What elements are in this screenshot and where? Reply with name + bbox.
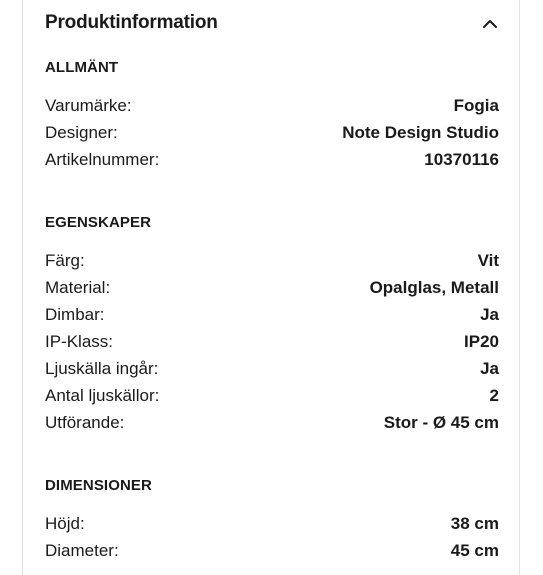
spec-label: Diameter: <box>45 540 119 560</box>
product-info-toggle[interactable] <box>45 8 499 38</box>
spec-value: Vit <box>477 250 499 270</box>
panel-title: Produktinformation <box>45 12 218 33</box>
spec-value: 38 cm <box>450 513 499 533</box>
spec-value: Note Design Studio <box>342 122 499 142</box>
spec-row-color <box>45 247 499 274</box>
spec-label: Höjd: <box>45 513 85 533</box>
spec-value: Stor - Ø 45 cm <box>383 412 499 432</box>
spec-label: Färg: <box>45 250 85 270</box>
spec-row-dimmable <box>45 301 499 328</box>
spec-row-designer <box>45 119 499 146</box>
spec-row-ip-class <box>45 328 499 355</box>
spec-row-height <box>45 510 499 537</box>
section-dimensions <box>45 476 499 564</box>
product-info-panel <box>22 0 520 575</box>
spec-label: Artikelnummer: <box>45 149 160 169</box>
spec-label: Designer: <box>45 122 118 142</box>
spec-label: Ljuskälla ingår: <box>45 358 159 378</box>
section-properties <box>45 213 499 436</box>
chevron-up-icon[interactable] <box>481 14 499 32</box>
section-title-properties: EGENSKAPER <box>45 214 152 231</box>
spec-row-article-number <box>45 146 499 173</box>
section-title-dimensions: DIMENSIONER <box>45 477 152 494</box>
spec-value: 10370116 <box>424 149 499 169</box>
spec-value: Fogia <box>453 95 499 115</box>
spec-row-brand <box>45 92 499 119</box>
spec-row-light-source-count <box>45 382 499 409</box>
spec-row-light-source-included <box>45 355 499 382</box>
spec-value: 2 <box>489 385 499 405</box>
spec-label: Utförande: <box>45 412 125 432</box>
spec-value: IP20 <box>464 331 499 351</box>
spec-value: Ja <box>480 304 499 324</box>
spec-row-material <box>45 274 499 301</box>
spec-label: Dimbar: <box>45 304 105 324</box>
spec-row-diameter <box>45 537 499 564</box>
spec-label: Varumärke: <box>45 95 132 115</box>
spec-label: IP-Klass: <box>45 331 114 351</box>
spec-label: Material: <box>45 277 111 297</box>
spec-value: Opalglas, Metall <box>369 277 499 297</box>
spec-label: Antal ljuskällor: <box>45 385 160 405</box>
section-general <box>45 58 499 173</box>
section-title-general: ALLMÄNT <box>45 59 119 76</box>
spec-value: Ja <box>480 358 499 378</box>
spec-value: 45 cm <box>450 540 499 560</box>
spec-row-variant <box>45 409 499 436</box>
